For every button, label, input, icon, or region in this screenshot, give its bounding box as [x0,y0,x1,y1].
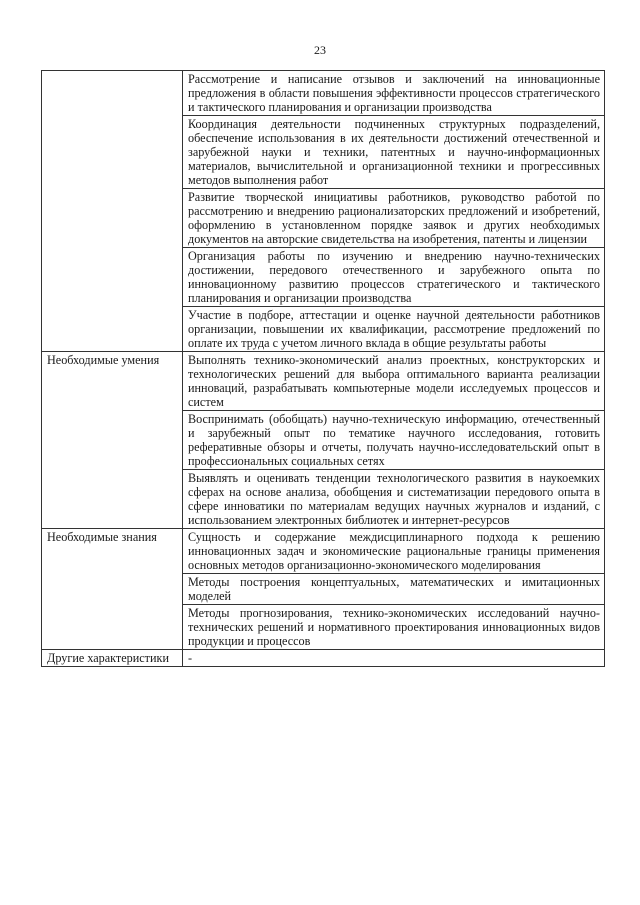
row-text-cell [183,189,605,248]
page-number: 23 [314,43,326,57]
row-label-cell: Необходимые умения [42,352,183,529]
row-text-cell [183,650,605,667]
row-text: Рассмотрение и написание отзывов и заключений на инновационные предложения в области повышения эффективности процессов стратегического и тактического планирования и организации производства [188,72,600,114]
table-row [42,529,605,574]
row-text: Участие в подборе, аттестации и оценке научной деятельности работников организации, повышении их квалификации, рассмотрение предложений по оплате их труда с учетом личного вклада в общие результаты работы [188,308,600,350]
row-label-cell: Другие характеристики [42,650,183,667]
row-text-cell [183,71,605,116]
row-text-cell [183,411,605,470]
row-text: Организация работы по изучению и внедрению научно-технических достижении, передового отечественного и зарубежного опыта по инновационному развитию процессов стратегического и тактического планирования и организации производства [188,249,600,305]
row-label-cell [42,71,183,352]
row-text-cell [183,248,605,307]
row-text-cell [183,470,605,529]
row-text-cell [183,307,605,352]
row-text: Развитие творческой инициативы работников, руководство работой по рассмотрению и внедрению рационализаторских предложений и изобретений, оформлению в установленном порядке заявок и других необходимых документов на авторские свидетельства на изобретения, патенты и лицензии [188,190,600,246]
row-text: Методы построения концептуальных, математических и имитационных моделей [188,575,600,603]
row-text: Методы прогнозирования, технико-экономических исследований научно-технических решений и нормативного проектирования инновационных видов продукции и процессов [188,606,600,648]
requirements-table [41,70,605,667]
row-text: Воспринимать (обобщать) научно-техническую информацию, отечественный и зарубежный опыт по тематике научного исследования, готовить реферативные обзоры и отчеты, получать научно-исследовательский опыт в профессиональных социальных сетях [188,412,600,468]
row-text: Сущность и содержание междисциплинарного подхода к решению инновационных задач и экономические рациональные границы применения основных методов организационно-экономического моделирования [188,530,600,572]
table-row [42,352,605,411]
table-row [42,71,605,116]
row-text: Координация деятельности подчиненных структурных подразделений, обеспечение использования в их деятельности достижений отечественной и зарубежной науки и техники, патентных и научно-информационных материалов, вычислительной и организационной техники и прогрессивных методов выполнения работ [188,117,600,187]
row-label-cell: Необходимые знания [42,529,183,650]
row-text: Выявлять и оценивать тенденции технологического развития в наукоемких сферах на основе анализа, обобщения и систематизации передового опыта в сфере инноватики по материалам ведущих научных журналов и изданий, с использованием электронных библиотек и интернет-ресурсов [188,471,600,527]
row-text-cell [183,352,605,411]
row-text-cell [183,529,605,574]
row-text: Выполнять технико-экономический анализ проектных, конструкторских и технологических решений для выбора оптимального варианта реализации инноваций, разрабатывать компьютерные модели исследуемых процессов и систем [188,353,600,409]
row-text-cell [183,116,605,189]
row-text-cell [183,574,605,605]
row-text-cell [183,605,605,650]
table-row [42,650,605,667]
row-text: - [188,651,193,665]
